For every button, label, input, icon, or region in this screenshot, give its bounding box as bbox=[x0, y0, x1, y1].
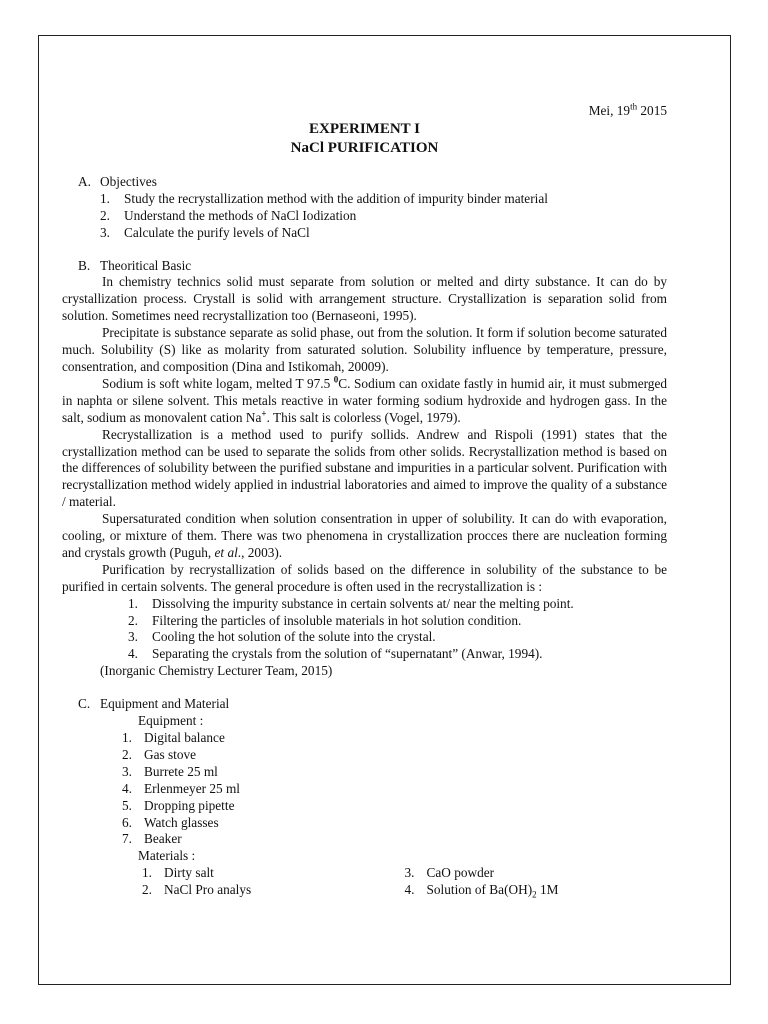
paragraph: Supersaturated condition when solution consentration in upper of solubility. It can do with evaporation, cooling, or mixture of them. There was two phenomena in crystallization procces there are nucleation forming and crystals growth (Puguh, et al., 2003). bbox=[62, 511, 667, 560]
list-item: 2. Filtering the particles of insoluble materials in hot solution condition. bbox=[128, 612, 522, 628]
list-item: 3. CaO powder bbox=[404, 865, 495, 881]
list-item: 1. Study the recrystallization method with the addition of impurity binder material bbox=[100, 190, 548, 206]
list-item: 7. Beaker bbox=[122, 831, 182, 847]
list-item: 5. Dropping pipette bbox=[122, 797, 235, 813]
materials-column-left bbox=[142, 865, 405, 899]
procedure-list bbox=[62, 596, 667, 664]
paragraph: Recrystallization is a method used to purify sollids. Andrew and Rispoli (1991) states that the crystallization method can be used to separate the solids from other solids. Recrystallization method is based on the differences of solubility between the purified substane and impurities in a particular solvent. Purification with recrystallization method widely applied in industrial laboratories and aimed to improve the quality of a substance / material. bbox=[62, 426, 667, 510]
paragraph: Purification by recrystallization of solids based on the difference in solubility of the substance to be purified in certain solvents. The general procedure is often used in the recrystallization is : bbox=[62, 561, 667, 594]
reference-citation: (Inorganic Chemistry Lecturer Team, 2015) bbox=[100, 663, 333, 679]
list-item: 3. Burrete 25 ml bbox=[122, 763, 218, 779]
list-item: 4. Solution of $Ba(OH)_2$ 1M bbox=[404, 882, 559, 900]
section-b-heading: B. Theoritical Basic bbox=[78, 257, 192, 273]
list-item: 1. Dirty salt bbox=[142, 865, 214, 881]
materials-list bbox=[62, 865, 667, 899]
list-item: 2. NaCl Pro analys bbox=[142, 882, 252, 898]
list-item: 2. Gas stove bbox=[122, 746, 197, 762]
section-a-heading: A. Objectives bbox=[78, 173, 157, 189]
materials-column-right bbox=[405, 865, 668, 899]
equipment-label: Equipment : bbox=[138, 713, 204, 729]
paragraph: In chemistry technics solid must separate from solution or melted and dirty substance. It can do by crystallization process. Crystall is solid with arrangement structure. Crystallization is separation solid from solution. Sometimes need recrystallization too (Bernaseoni, 1995). bbox=[62, 274, 667, 324]
list-item: 3. Calculate the purify levels of NaCl bbox=[100, 224, 310, 240]
experiment-title: EXPERIMENT I bbox=[309, 120, 420, 137]
list-item: 4. Erlenmeyer 25 ml bbox=[122, 780, 240, 796]
list-item: 2. Understand the methods of NaCl Iodization bbox=[100, 207, 357, 223]
document-body bbox=[62, 103, 667, 899]
section-c-heading: C. Equipment and Material bbox=[78, 696, 230, 712]
experiment-subtitle: NaCl PURIFICATION bbox=[290, 139, 439, 156]
paragraph: Sodium is soft white logam, melted T 97.5 $^0$C. Sodium can oxidate fastly in humid air, it must submerged in naphta or silene solvent. This metals reactive in water forming sodium hydroxide and hydrogen gass. In the salt, sodium as monovalent cation Na+. This salt is colorless (Vogel, 1979). bbox=[62, 374, 667, 425]
materials-label: Materials : bbox=[138, 848, 196, 864]
equipment-list bbox=[62, 730, 667, 848]
list-item: 4. Separating the crystals from the solution of “supernatant” (Anwar, 1994). bbox=[128, 646, 543, 662]
list-item: 6. Watch glasses bbox=[122, 814, 219, 830]
objectives-list bbox=[62, 191, 667, 242]
list-item: 1. Dissolving the impurity substance in certain solvents at/ near the melting point. bbox=[128, 595, 574, 611]
list-item: 3. Cooling the hot solution of the solute into the crystal. bbox=[128, 629, 436, 645]
paragraph: Precipitate is substance separate as solid phase, out from the solution. It form if solution become saturated much. Solubility (S) like as molarity from saturated solution. Solubility influence by temperature, pressure, consentration, and composition (Dina and Istikomah, 20009). bbox=[62, 325, 667, 374]
document-date: Mei, 19th 2015 bbox=[588, 101, 667, 118]
list-item: 1. Digital balance bbox=[122, 730, 225, 745]
